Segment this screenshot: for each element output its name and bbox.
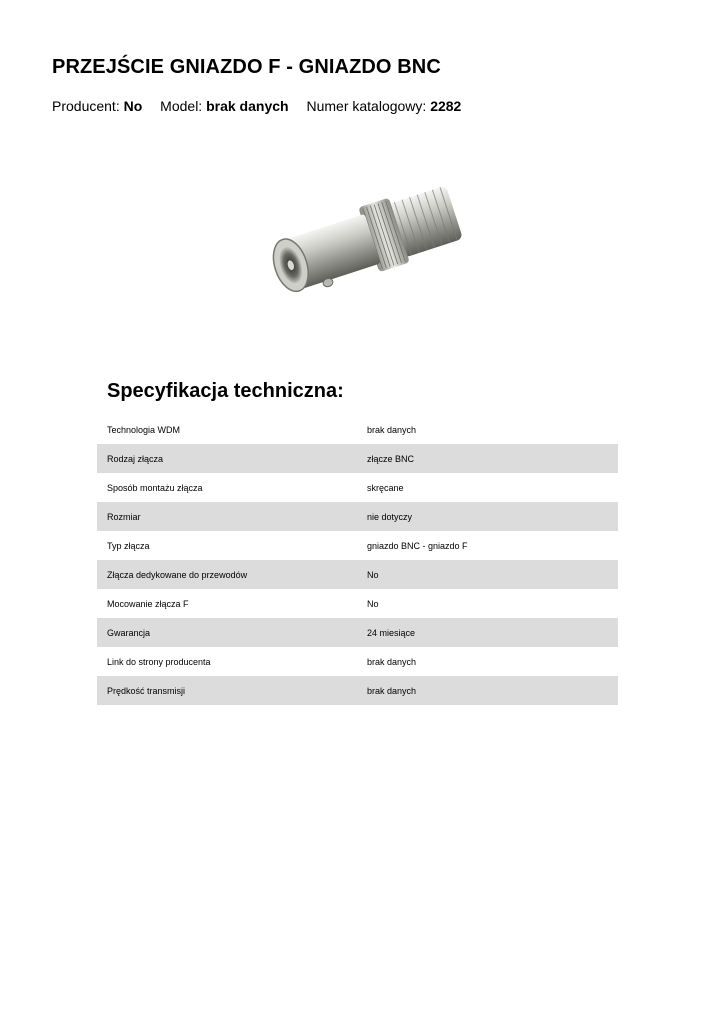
spec-value: nie dotyczy bbox=[367, 511, 413, 522]
spec-row bbox=[97, 502, 618, 531]
spec-row bbox=[97, 415, 618, 444]
catalog-value: 2282 bbox=[430, 98, 462, 114]
spec-key: Gwarancja bbox=[107, 627, 151, 638]
spec-value: brak danych bbox=[367, 424, 417, 435]
spec-row bbox=[97, 560, 618, 589]
spec-value: brak danych bbox=[367, 685, 417, 696]
spec-key: Złącza dedykowane do przewodów bbox=[107, 569, 248, 580]
catalog-label: Numer katalogowy: bbox=[306, 98, 427, 114]
spec-key: Prędkość transmisji bbox=[107, 685, 186, 696]
spec-key: Mocowanie złącza F bbox=[107, 598, 189, 609]
spec-heading: Specyfikacja techniczna: bbox=[107, 380, 344, 402]
model-label: Model: bbox=[160, 98, 203, 114]
spec-value: gniazdo BNC - gniazdo F bbox=[367, 540, 468, 551]
spec-key: Technologia WDM bbox=[107, 424, 181, 435]
model bbox=[160, 98, 292, 114]
spec-value: No bbox=[367, 569, 379, 580]
catalog-number bbox=[306, 98, 461, 114]
spec-key: Typ złącza bbox=[107, 540, 150, 551]
spec-value: brak danych bbox=[367, 656, 417, 667]
spec-key: Link do strony producenta bbox=[107, 656, 211, 667]
spec-row bbox=[97, 589, 618, 618]
spec-row bbox=[97, 473, 618, 502]
spec-value: No bbox=[367, 598, 379, 609]
spec-value: złącze BNC bbox=[367, 453, 415, 464]
spec-key: Sposób montażu złącza bbox=[107, 482, 203, 493]
spec-row bbox=[97, 647, 618, 676]
spec-value: skręcane bbox=[367, 482, 404, 493]
producer bbox=[52, 98, 146, 114]
spec-row bbox=[97, 444, 618, 473]
spec-row bbox=[97, 531, 618, 560]
product-meta bbox=[52, 98, 475, 114]
spec-key: Rozmiar bbox=[107, 511, 141, 522]
model-value: brak danych bbox=[206, 98, 289, 114]
spec-row bbox=[97, 618, 618, 647]
product-photo bbox=[250, 150, 490, 350]
producer-value: No bbox=[123, 98, 143, 114]
spec-table bbox=[97, 415, 618, 705]
spec-row bbox=[97, 676, 618, 705]
spec-key: Rodzaj złącza bbox=[107, 453, 164, 464]
producer-label: Producent: bbox=[52, 98, 120, 114]
page-title: PRZEJŚCIE GNIAZDO F - GNIAZDO BNC bbox=[52, 56, 441, 78]
spec-value: 24 miesiące bbox=[367, 627, 416, 638]
